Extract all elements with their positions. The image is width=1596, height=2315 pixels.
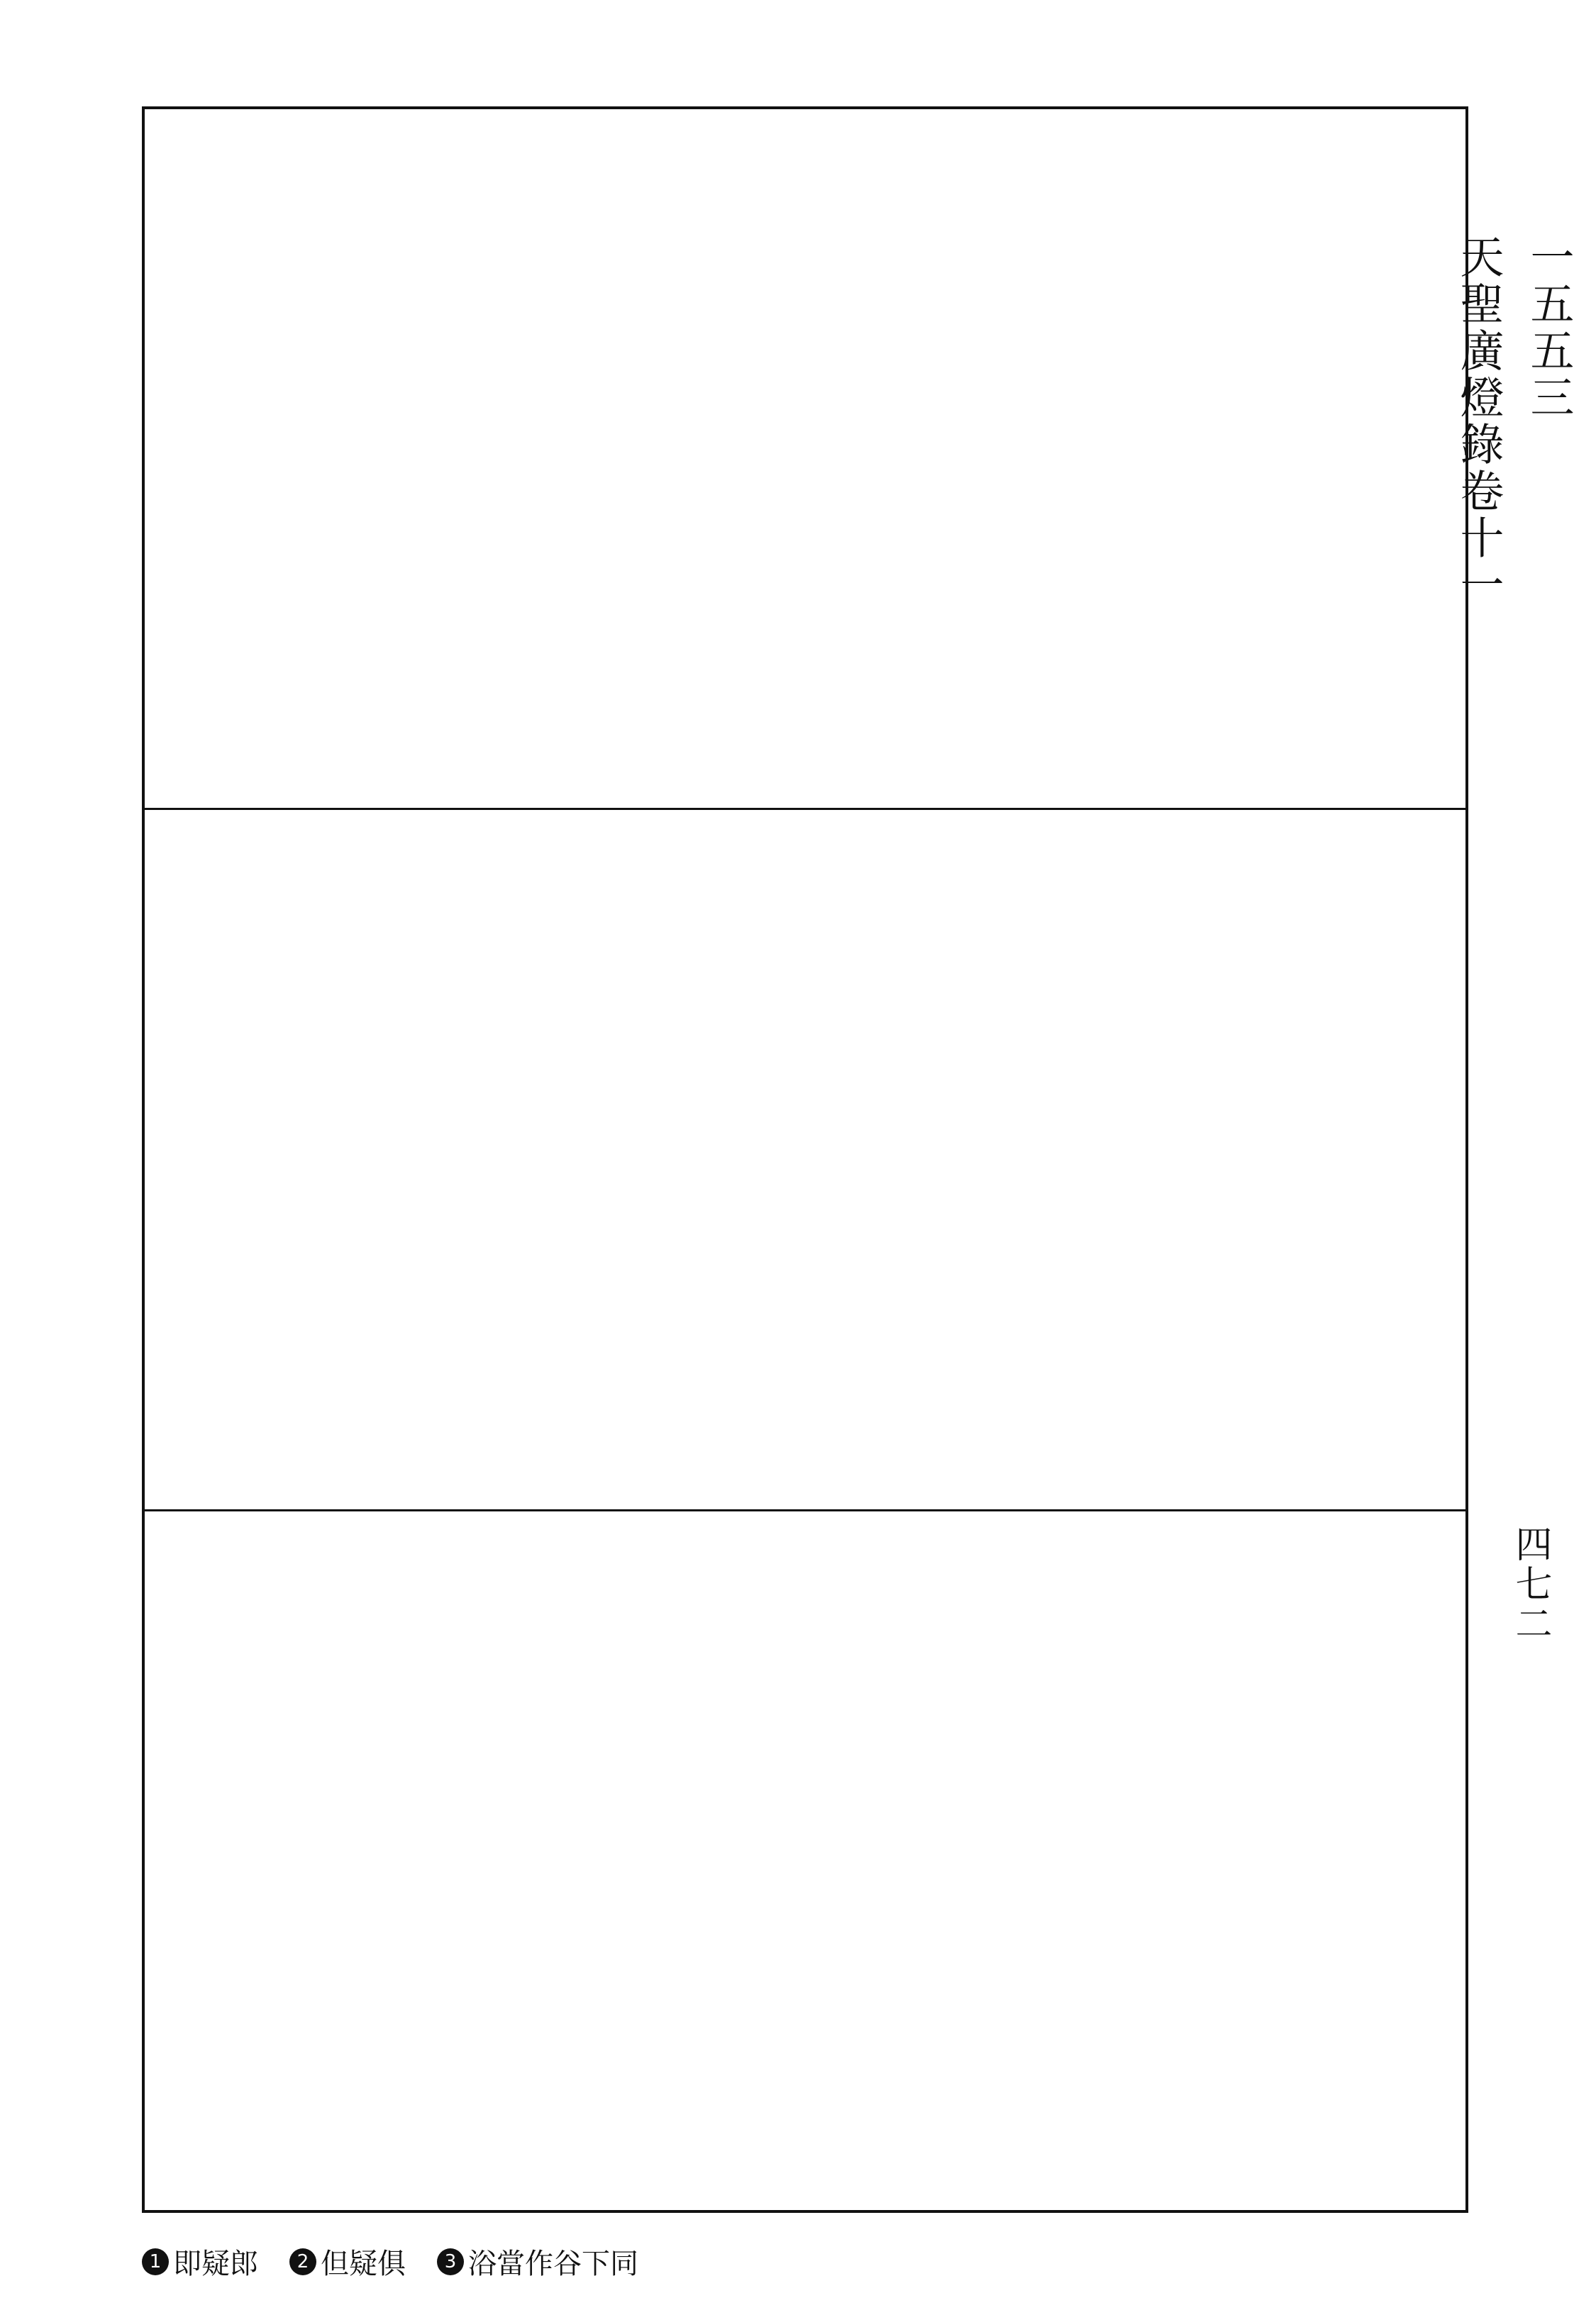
text-band-top: [145, 109, 1465, 810]
footnote: [142, 2241, 258, 2282]
footnote-text: 但疑俱: [321, 2248, 406, 2280]
footnote-text: 即疑郎: [173, 2248, 258, 2280]
page-number: 四七二: [1509, 1525, 1551, 1644]
footnote-mark: 1: [142, 2248, 169, 2275]
band-columns: [159, 1526, 1451, 2196]
footnote-mark: 3: [437, 2248, 464, 2275]
footnote: [289, 2241, 406, 2282]
footnote-text: 浴當作谷下同: [468, 2248, 638, 2280]
leaf-number: 一五五三: [1523, 234, 1575, 421]
page-frame: [142, 106, 1468, 2213]
band-columns: [159, 123, 1451, 794]
footnote-mark: 2: [289, 2248, 316, 2275]
footnotes: [142, 2241, 638, 2282]
text-band-bottom: [145, 1511, 1465, 2210]
running-header: [1453, 234, 1580, 609]
footnote: [437, 2241, 638, 2282]
book-title: 天聖廣燈錄卷十一: [1453, 234, 1504, 609]
band-columns: [159, 824, 1451, 1494]
text-band-middle: [145, 810, 1465, 1511]
